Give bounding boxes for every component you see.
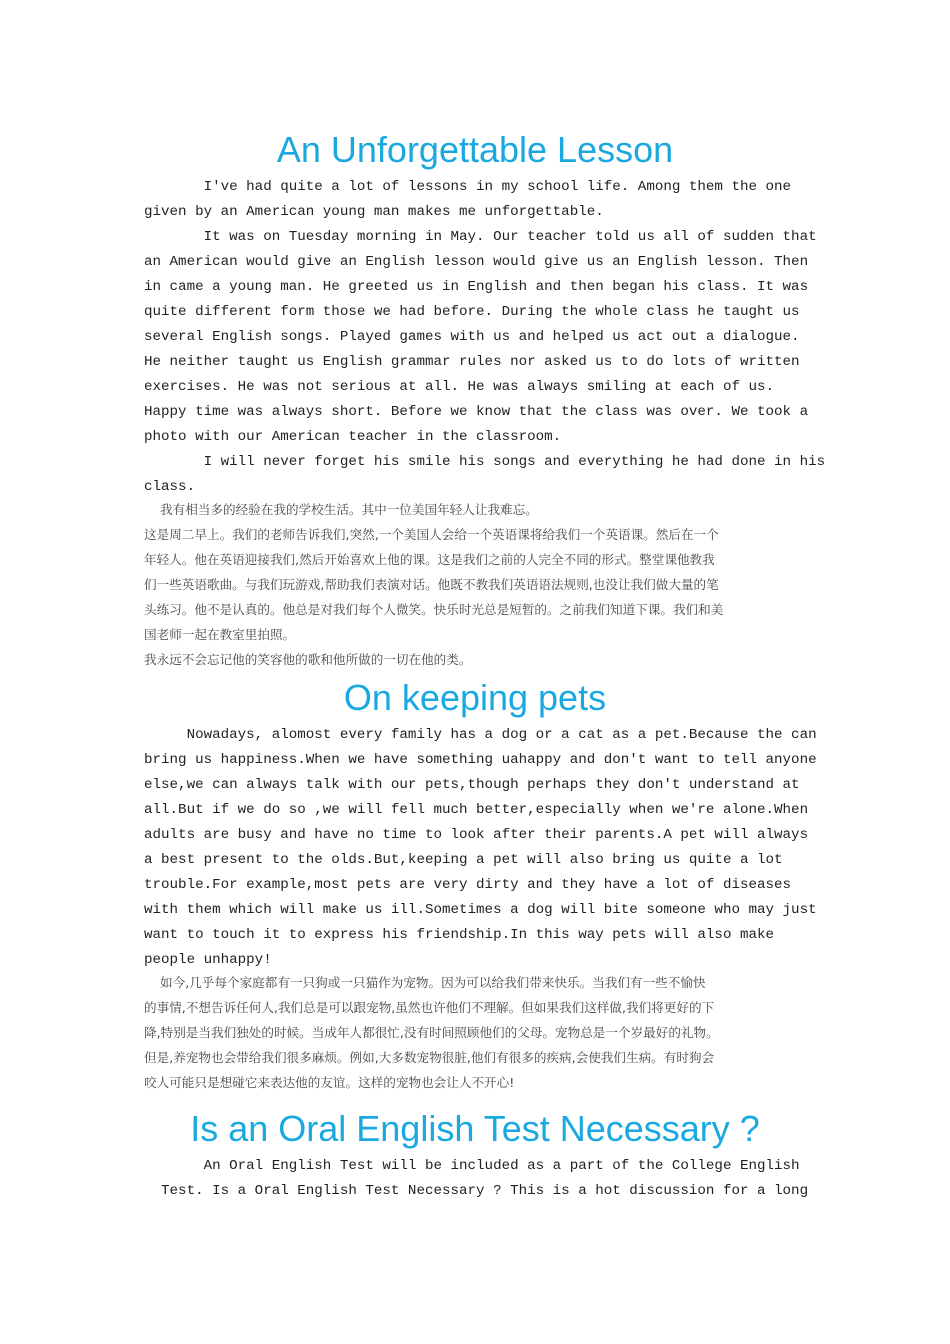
- text-line: photo with our American teacher in the classroom.: [144, 429, 562, 445]
- section-title-oral-english-test: Is an Oral English Test Necessary ?: [190, 1108, 760, 1149]
- english-paragraphs-pets: [144, 723, 817, 973]
- text-line: He neither taught us English grammar rules nor asked us to do lots of written: [144, 354, 800, 370]
- text-line: 这是周二早上。我们的老师告诉我们,突然,一个美国人会给一个英语课将给我们一个英语课。然后在一个: [144, 527, 719, 542]
- section-title-keeping-pets: On keeping pets: [343, 677, 607, 718]
- english-paragraphs-lesson: [144, 175, 826, 500]
- text-line: quite different form those we had before. During the whole class he taught us: [144, 304, 800, 320]
- text-line: a best present to the olds.But,keeping a pet will also bring us quite a lot: [144, 852, 783, 868]
- text-line: several English songs. Played games with us and helped us act out a dialogue.: [144, 329, 800, 345]
- text-line: 但是,养宠物也会带给我们很多麻烦。例如,大多数宠物很脏,他们有很多的疾病,会使我们生病。有时狗会: [144, 1050, 715, 1065]
- text-line: I've had quite a lot of lessons in my school life. Among them the one: [144, 179, 792, 195]
- text-line: an American would give an English lesson would give us an English lesson. Then: [144, 254, 809, 270]
- text-line: 降,特别是当我们独处的时候。当成年人都很忙,没有时间照顾他们的父母。宠物总是一个岁最好的礼物。: [144, 1025, 719, 1040]
- text-line: 如今,几乎每个家庭都有一只狗或一只猫作为宠物。因为可以给我们带来快乐。当我们有一些不愉快: [144, 975, 706, 990]
- text-line: 们一些英语歌曲。与我们玩游戏,帮助我们表演对话。他既不教我们英语语法规则,也没让我们做大量的笔: [144, 577, 719, 592]
- chinese-translation-lesson: [144, 497, 808, 672]
- text-line: An Oral English Test will be included as a part of the College English: [144, 1158, 800, 1174]
- text-line: 年轻人。他在英语迎接我们,然后开始喜欢上他的课。这是我们之前的人完全不同的形式。整堂课他教我: [144, 552, 715, 567]
- section-title-unforgettable-lesson: An Unforgettable Lesson: [276, 129, 674, 170]
- text-line: 咬人可能只是想碰它来表达他的友谊。这样的宠物也会让人不开心!: [144, 1075, 515, 1090]
- text-line: 国老师一起在教室里拍照。: [144, 627, 296, 642]
- text-line: all.But if we do so ,we will fell much better,especially when we're alone.When: [144, 802, 809, 818]
- text-line: else,we can always talk with our pets,though perhaps they don't understand at: [144, 777, 800, 793]
- text-line: Test. Is a Oral English Test Necessary ? This is a hot discussion for a long: [144, 1183, 809, 1199]
- text-line: It was on Tuesday morning in May. Our teacher told us all of sudden that: [144, 229, 817, 245]
- text-line: 我有相当多的经验在我的学校生活。其中一位美国年轻人让我难忘。: [144, 502, 538, 517]
- text-line: 的事情,不想告诉任何人,我们总是可以跟宠物,虽然也许他们不理解。但如果我们这样做,我们将更好的下: [144, 1000, 715, 1015]
- text-line: people unhappy!: [144, 952, 272, 968]
- text-line: want to touch it to express his friendship.In this way pets will also make: [144, 927, 775, 943]
- text-line: 头练习。他不是认真的。他总是对我们每个人微笑。快乐时光总是短暂的。之前我们知道下课。我们和美: [144, 602, 724, 617]
- text-line: I will never forget his smile his songs and everything he had done in his: [144, 454, 826, 470]
- text-line: class.: [144, 479, 196, 495]
- text-line: in came a young man. He greeted us in English and then began his class. It was: [144, 279, 809, 295]
- text-line: given by an American young man makes me unforgettable.: [144, 204, 604, 220]
- text-line: bring us happiness.When we have something uahappy and don't want to tell anyone: [144, 752, 817, 768]
- text-line: trouble.For example,most pets are very dirty and they have a lot of diseases: [144, 877, 792, 893]
- chinese-translation-pets: [144, 970, 808, 1095]
- text-line: adults are busy and have no time to look after their parents.A pet will always: [144, 827, 809, 843]
- text-line: with them which will make us ill.Sometimes a dog will bite someone who may just: [144, 902, 817, 918]
- english-paragraphs-oral-test: [144, 1154, 808, 1204]
- text-line: exercises. He was not serious at all. He was always smiling at each of us.: [144, 379, 775, 395]
- text-line: Nowadays, alomost every family has a dog or a cat as a pet.Because the can: [144, 727, 817, 743]
- text-line: Happy time was always short. Before we know that the class was over. We took a: [144, 404, 809, 420]
- text-line: 我永远不会忘记他的笑容他的歌和他所做的一切在他的类。: [144, 652, 472, 667]
